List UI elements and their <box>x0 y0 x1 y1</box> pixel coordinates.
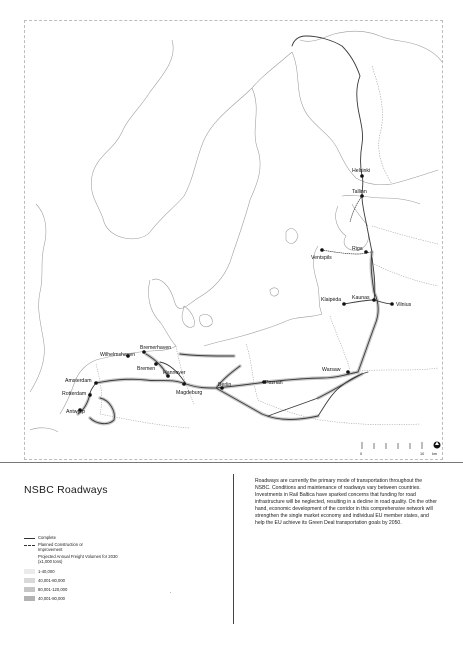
city-label: Warsaw <box>322 367 341 373</box>
legend-complete-line <box>24 538 35 539</box>
scale-start-label: 0 <box>360 452 363 456</box>
city-label: Hannover <box>163 370 186 376</box>
road-network <box>78 36 392 424</box>
scale-unit-label: km <box>432 452 438 456</box>
city-marker <box>372 298 376 302</box>
legend-volumes-heading <box>24 554 204 568</box>
city-labels <box>62 168 412 415</box>
legend-class <box>24 586 204 595</box>
legend-planned-line <box>24 545 35 546</box>
city-label: Antwerp <box>66 409 86 415</box>
legend-class <box>24 568 204 577</box>
city-marker <box>320 248 324 252</box>
city-label: Helsinki <box>352 168 371 174</box>
city-label: Bremerhaven <box>140 345 172 351</box>
legend-class-label: 40,001-80,000 <box>38 596 66 601</box>
scale-bar <box>362 442 422 449</box>
city-label: Tallinn <box>352 189 367 195</box>
city-marker <box>360 174 364 178</box>
legend-class <box>24 595 204 604</box>
city-label: Kaunas <box>352 295 370 301</box>
city-label: Amsterdam <box>65 378 92 384</box>
legend-volumes-title: Projected Annual Freight Volumes for 2030 (x1,000 tons) <box>38 554 118 565</box>
legend-swatch <box>24 578 35 583</box>
legend <box>24 535 204 604</box>
city-marker <box>390 302 394 306</box>
city-label: Wilhelmshaven <box>100 352 136 358</box>
legend-complete-label: Complete <box>38 535 56 540</box>
scale-end-label: 10 <box>420 452 425 456</box>
city-label: Rotterdam <box>62 391 87 397</box>
legend-swatch <box>24 569 35 574</box>
description-text: Roadways are currently the primary mode of transportation throughout the NSBC. Conditions and maintenance of roadways vary between countries. Investments in Rail Baltica have sparked concerns that funding for road infrastructure will be neglected, resulting in a decline in road quality. On the other hand, economic development of the corridor in this comprehensive network will strengthen the single market economy and individual EU member states, and help the EU achieve its Green Deal transportation goals by 2050. <box>255 478 437 527</box>
section-divider <box>0 462 463 463</box>
coastlines <box>30 31 442 432</box>
column-divider <box>233 474 234 624</box>
legend-class-label: 40,001-80,000 <box>38 578 66 583</box>
city-label: Berlin <box>218 382 232 388</box>
legend-swatch <box>24 596 35 601</box>
legend-planned <box>24 542 204 554</box>
city-label: Bremen <box>137 366 156 372</box>
city-label: Poznan <box>265 380 283 386</box>
city-marker <box>94 381 98 385</box>
city-label: Riga <box>352 246 363 252</box>
legend-planned-label: Planned Construction or Improvement <box>38 542 83 553</box>
legend-swatch <box>24 587 35 592</box>
city-marker <box>88 393 92 397</box>
city-label: Magdeburg <box>176 390 203 396</box>
city-marker <box>346 370 350 374</box>
city-marker <box>342 302 346 306</box>
city-label: Vilnius <box>396 302 412 308</box>
north-arrow-icon <box>434 442 441 449</box>
city-marker <box>182 382 186 386</box>
city-label: Klaipėda <box>321 297 342 303</box>
legend-class-label: 1-40,000 <box>38 569 55 574</box>
legend-class-label: 80,001-120,000 <box>38 587 68 592</box>
decorative-dot <box>170 592 171 593</box>
city-label: Ventspils <box>311 255 332 261</box>
page-title: NSBC Roadways <box>24 484 108 496</box>
legend-complete <box>24 535 204 542</box>
city-marker <box>364 250 368 254</box>
legend-class <box>24 577 204 586</box>
